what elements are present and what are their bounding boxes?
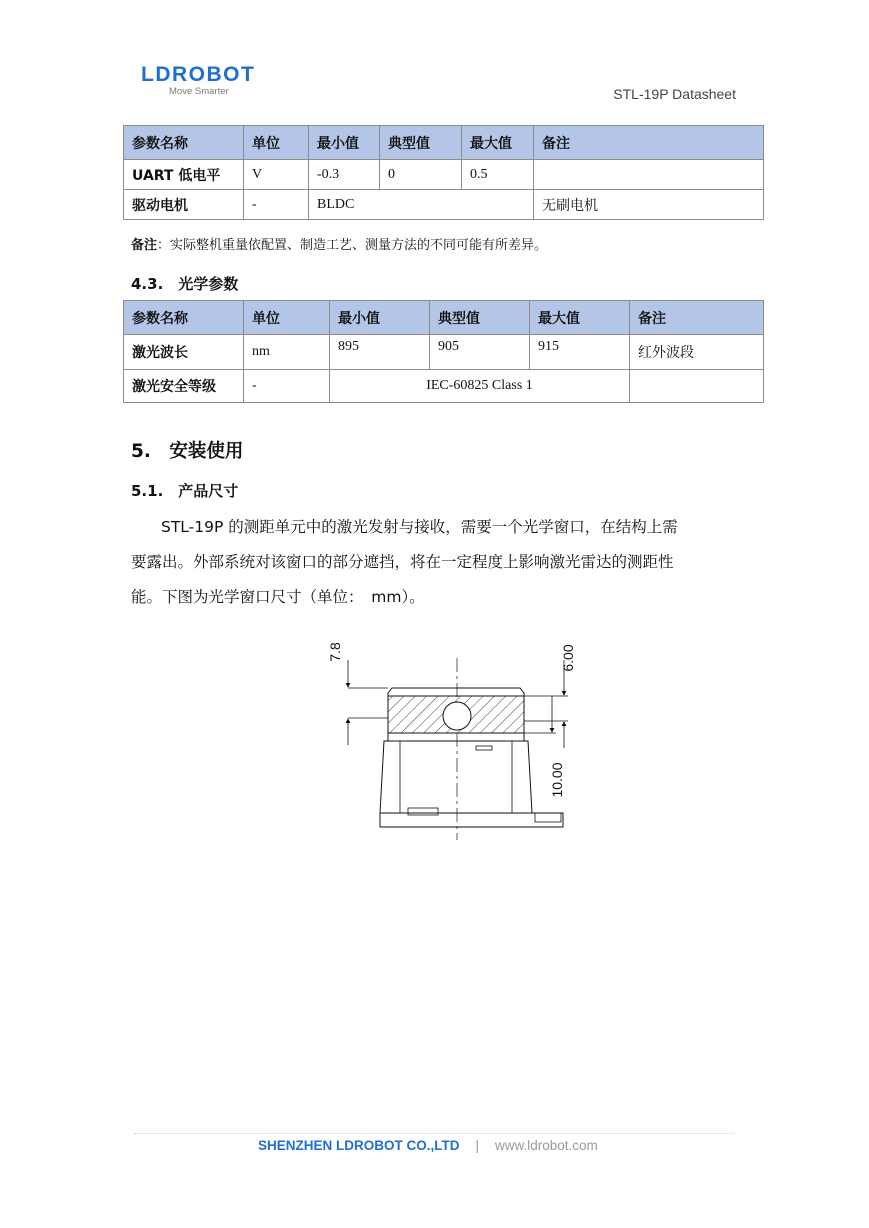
param-name: 激光安全等级 <box>124 370 244 403</box>
lens-circle <box>443 702 471 730</box>
header-cell: 典型值 <box>430 301 530 335</box>
param-min: -0.3 <box>309 160 380 190</box>
param-value: BLDC <box>309 190 534 220</box>
param-unit: - <box>244 190 309 220</box>
dimension-label-7-8: 7.8 <box>327 642 343 662</box>
mount-tab-right <box>535 813 561 822</box>
header-cell: 最小值 <box>309 126 380 160</box>
note-label: 备注 <box>131 238 158 253</box>
param-note: 红外波段 <box>630 335 764 370</box>
footer-company: SHENZHEN LDROBOT CO.,LTD <box>258 1138 460 1153</box>
company-logo <box>141 64 255 98</box>
param-max: 0.5 <box>462 160 534 190</box>
header-cell: 最大值 <box>462 126 534 160</box>
header-cell: 备注 <box>534 126 764 160</box>
header-cell: 最大值 <box>530 301 630 335</box>
dimension-label-6-00: 6.00 <box>560 644 576 672</box>
section-heading-5-1: 5.1. 产品尺寸 <box>131 482 239 500</box>
param-name: UART 低电平 <box>124 160 244 190</box>
page-footer <box>258 1138 598 1153</box>
footer-separator: | <box>475 1138 480 1153</box>
dimension-label-10-00: 10.00 <box>549 762 565 798</box>
logo-text: LDROBOT <box>141 63 256 86</box>
param-note: 无刷电机 <box>534 190 764 220</box>
header-cell: 典型值 <box>380 126 462 160</box>
table-row <box>124 370 764 403</box>
base-foot-outline <box>380 813 563 827</box>
header-cell: 备注 <box>630 301 764 335</box>
section-heading-4-3: 4.3. 光学参数 <box>131 275 239 293</box>
header-cell: 单位 <box>244 126 309 160</box>
paragraph-line: STL-19P 的测距单元中的激光发射与接收，需要一个光学窗口，在结构上需 <box>161 518 678 536</box>
paragraph-line: 要露出。外部系统对该窗口的部分遮挡，将在一定程度上影响激光雷达的测距性 <box>131 553 674 571</box>
header-cell: 最小值 <box>330 301 430 335</box>
logo-slogan: Move Smarter <box>169 86 229 97</box>
header-cell: 单位 <box>244 301 330 335</box>
param-typ: 0 <box>380 160 462 190</box>
footer-url[interactable]: www.ldrobot.com <box>495 1138 598 1153</box>
param-name: 驱动电机 <box>124 190 244 220</box>
table-row <box>124 160 764 190</box>
param-min: 895 <box>330 335 430 370</box>
footer-divider <box>134 1133 734 1134</box>
optical-window-dimension-drawing <box>300 630 600 845</box>
param-unit: - <box>244 370 330 403</box>
param-max: 915 <box>530 335 630 370</box>
table-header-row <box>124 301 764 335</box>
table-row <box>124 335 764 370</box>
header-cell: 参数名称 <box>124 301 244 335</box>
base-body-outline <box>380 741 532 813</box>
paragraph-line: 能。下图为光学窗口尺寸（单位： mm）。 <box>131 588 425 606</box>
optical-params-table <box>123 300 764 403</box>
section-heading-5: 5. 安装使用 <box>131 441 244 462</box>
body-paragraph <box>131 510 741 615</box>
top-cap-outline <box>388 688 524 696</box>
param-note <box>630 370 764 403</box>
param-typ: 905 <box>430 335 530 370</box>
mount-tab-left <box>408 808 438 815</box>
param-unit: nm <box>244 335 330 370</box>
neck-outline <box>388 733 524 741</box>
note-text: ：实际整机重量依配置、制造工艺、测量方法的不同可能有所差异。 <box>157 238 548 253</box>
document-title: STL-19P Datasheet <box>613 86 736 102</box>
base-slot <box>476 746 492 750</box>
table-header-row <box>124 126 764 160</box>
header-cell: 参数名称 <box>124 126 244 160</box>
param-name: 激光波长 <box>124 335 244 370</box>
table-note <box>131 234 547 253</box>
param-value: IEC-60825 Class 1 <box>330 370 630 403</box>
table-row <box>124 190 764 220</box>
electrical-params-table <box>123 125 764 220</box>
param-unit: V <box>244 160 309 190</box>
param-note <box>534 160 764 190</box>
